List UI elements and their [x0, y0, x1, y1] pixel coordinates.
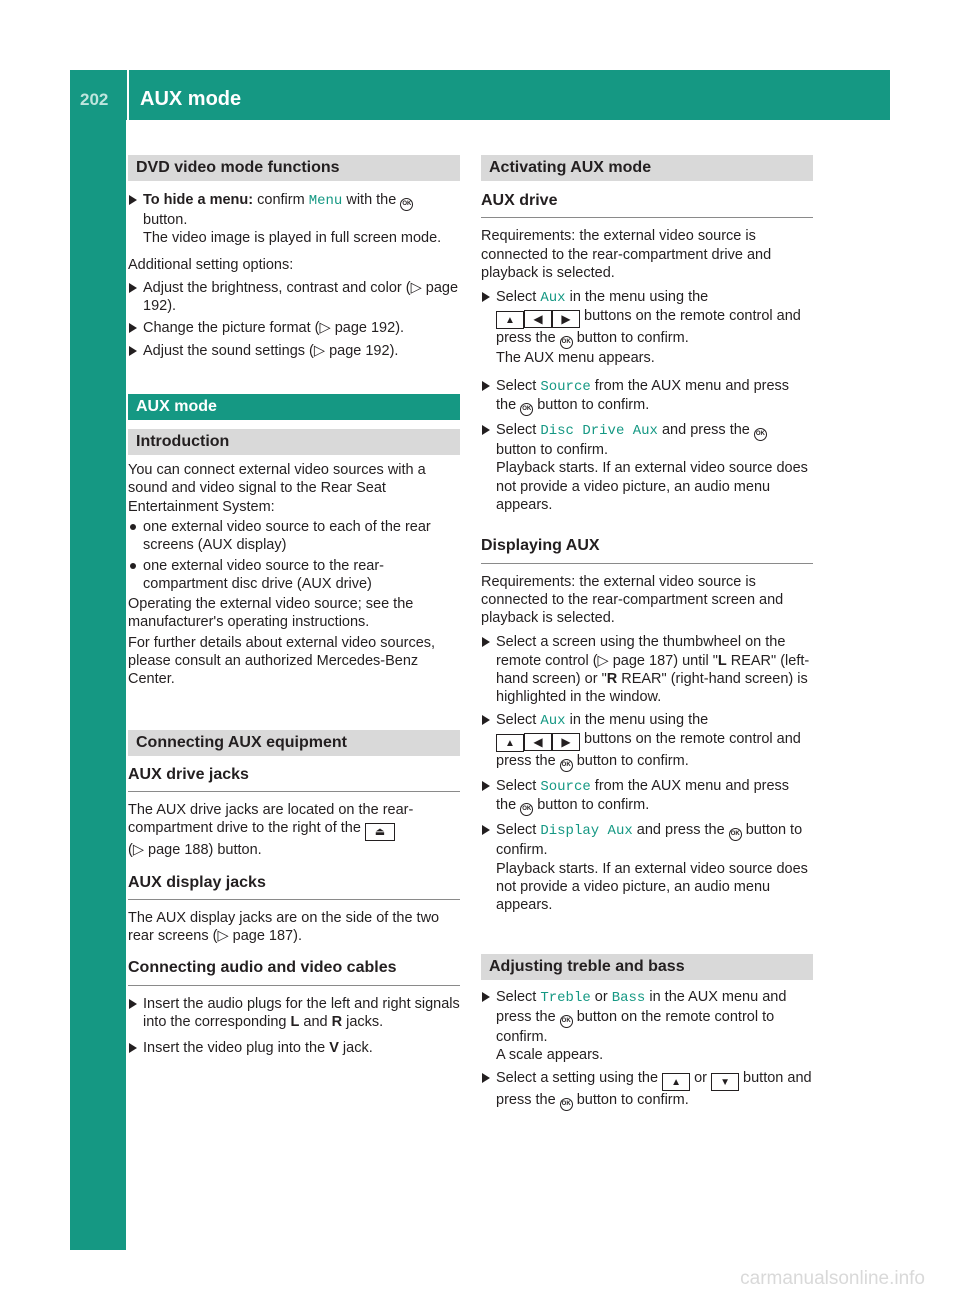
- section-introduction: Introduction: [128, 429, 460, 455]
- text: from the AUX menu and press the: [496, 777, 790, 814]
- section-aux-mode: AUX mode: [128, 394, 460, 420]
- text: The video image is played in full screen mode.: [143, 230, 442, 247]
- step-select-setting: [481, 1069, 813, 1111]
- text: Adjust the sound settings (: [143, 342, 314, 359]
- section-treble-bass: Adjusting treble and bass: [481, 954, 813, 980]
- page-ref: page 187: [232, 928, 294, 945]
- text: The AUX menu appears.: [496, 350, 655, 367]
- text: in the AUX menu and press the: [496, 989, 787, 1025]
- text: button to confirm.: [572, 752, 689, 769]
- ok-icon: OK: [520, 803, 533, 816]
- screen-r: R: [606, 671, 618, 688]
- text: REAR" (right-hand screen) is highlighted in the window.: [496, 671, 808, 706]
- ok-icon: OK: [400, 198, 413, 211]
- section-dvd-functions: DVD video mode functions: [128, 155, 460, 181]
- ok-icon: OK: [560, 336, 573, 349]
- step-select-aux-2: [481, 711, 813, 772]
- additional-options: Additional setting options:: [128, 256, 294, 273]
- text: ) until ": [673, 652, 718, 669]
- text: button on the remote control to confirm.: [496, 1008, 775, 1045]
- option-sound: [128, 342, 460, 360]
- text: jack.: [338, 1040, 373, 1057]
- text: button and press the: [496, 1070, 812, 1109]
- ref-arrow-icon: ▷: [319, 320, 335, 337]
- text: jacks.: [342, 1014, 384, 1031]
- text: confirm: [253, 192, 309, 208]
- heading-display-jacks: AUX display jacks: [128, 874, 460, 900]
- aux-softkey: Aux: [540, 290, 566, 307]
- step-select-aux: [481, 288, 813, 368]
- source-softkey: Source: [540, 378, 591, 395]
- bass-softkey: Bass: [611, 990, 646, 1007]
- left-key-icon: ◀: [524, 733, 552, 751]
- text: Select a screen using the thumbwheel on the remote control (: [496, 634, 786, 669]
- text: button to confirm.: [572, 330, 689, 347]
- left-column: [128, 155, 460, 1058]
- text: Select a setting using the: [496, 1070, 663, 1087]
- jack-r: R: [331, 1014, 343, 1031]
- text: button to confirm.: [496, 822, 803, 859]
- section-activating: Activating AUX mode: [481, 155, 813, 181]
- ok-icon: OK: [560, 759, 573, 772]
- text: Adjust the brightness, contrast and color (: [143, 279, 411, 296]
- heading-cables: Connecting audio and video cables: [128, 959, 460, 985]
- heading-displaying-aux: Displaying AUX: [481, 537, 813, 563]
- text: Select: [496, 777, 541, 794]
- jack-v: V: [329, 1040, 339, 1057]
- option-brightness: [128, 279, 460, 316]
- text: or: [690, 1070, 712, 1087]
- left-key-icon: ◀: [524, 310, 552, 328]
- ok-icon: OK: [729, 828, 742, 841]
- step-select-source: [481, 377, 813, 416]
- ref-arrow-icon: ▷: [597, 652, 613, 669]
- text: The AUX drive jacks are located on the rear-compartment drive to the right of the: [128, 801, 414, 837]
- text: ).: [293, 928, 302, 945]
- disc-drive-aux-softkey: Disc Drive Aux: [540, 423, 658, 440]
- operating-text: Operating the external video source; see the manufacturer's operating instructions.: [128, 596, 414, 631]
- step-select-screen: [481, 633, 813, 706]
- section-connecting: Connecting AUX equipment: [128, 730, 460, 756]
- page-ref: page 192: [143, 279, 459, 315]
- menu-softkey: Menu: [308, 193, 343, 209]
- text: with the: [342, 192, 401, 208]
- page-ref: page 192: [329, 342, 390, 359]
- ref-arrow-icon: ▷: [313, 342, 330, 359]
- text: ).: [395, 320, 405, 337]
- text: REAR" (left-hand screen) or ": [496, 652, 810, 688]
- intro-text: You can connect external video sources with a sound and video signal to the Rear Seat Entertainment System:: [128, 462, 426, 515]
- text: in the menu using the: [565, 711, 709, 728]
- ref-arrow-icon: ▷: [132, 842, 149, 859]
- text: button to confirm.: [496, 442, 609, 459]
- text: Select: [496, 289, 541, 306]
- down-key-icon: ▼: [711, 1073, 739, 1091]
- drive-jacks-text: [128, 801, 460, 860]
- text: Insert the video plug into the: [143, 1040, 330, 1057]
- text: Insert the audio plugs for the left and right signals into the corresponding: [143, 995, 460, 1031]
- step-select-treble-bass: [481, 988, 813, 1064]
- screen-l: L: [717, 652, 727, 669]
- text: (: [128, 842, 133, 859]
- ok-icon: OK: [560, 1098, 573, 1111]
- text: Change the picture format (: [143, 320, 320, 337]
- display-jacks-text: [128, 909, 460, 946]
- treble-softkey: Treble: [540, 990, 591, 1007]
- eject-icon: ⏏: [365, 823, 395, 841]
- ok-icon: OK: [520, 403, 533, 416]
- page-header: [70, 70, 890, 120]
- requirements-drive: Requirements: the external video source is connected to the rear-compartment drive and playback is selected.: [481, 228, 772, 281]
- text: Select: [496, 989, 541, 1006]
- step-select-disc-drive: [481, 421, 813, 514]
- text: Select: [496, 422, 541, 439]
- right-column: [481, 155, 813, 1111]
- text: ) button.: [208, 842, 262, 859]
- text: Select: [496, 711, 541, 728]
- ref-arrow-icon: ▷: [217, 928, 233, 945]
- page-number: 202: [80, 90, 109, 109]
- ref-arrow-icon: ▷: [410, 279, 426, 296]
- step-lead: To hide a menu:: [143, 192, 254, 208]
- text: buttons on the remote control and press the: [496, 308, 801, 347]
- up-key-icon: ▲: [662, 1073, 690, 1091]
- watermark: carmanualsonline.info: [740, 1268, 925, 1289]
- bullet-aux-display: one external video source to each of the rear screens (AUX display): [128, 518, 460, 555]
- heading-aux-drive: AUX drive: [481, 192, 813, 218]
- source-softkey: Source: [540, 778, 591, 795]
- step-video-plug: [128, 1039, 460, 1057]
- text: A scale appears.: [496, 1047, 604, 1064]
- text: ).: [389, 342, 399, 359]
- jack-l: L: [290, 1014, 300, 1031]
- step-select-source-2: [481, 777, 813, 816]
- page-ref: page 188: [148, 842, 209, 859]
- text: Playback starts. If an external video source does not provide a video picture, an audio menu appears.: [496, 860, 808, 914]
- step-select-display-aux: [481, 821, 813, 914]
- text: button to confirm.: [572, 1092, 689, 1109]
- right-key-icon: ▶: [552, 310, 580, 328]
- display-aux-softkey: Display Aux: [540, 823, 633, 840]
- requirements-display: Requirements: the external video source is connected to the rear-compartment screen and playback is selected.: [481, 573, 784, 627]
- text: Select: [496, 377, 541, 394]
- heading-drive-jacks: AUX drive jacks: [128, 766, 460, 792]
- step-hide-menu: [128, 191, 460, 248]
- up-key-icon: ▲: [496, 734, 524, 752]
- text: The AUX display jacks are on the side of the two rear screens (: [128, 909, 440, 945]
- page-ref: page 187: [612, 652, 674, 669]
- up-key-icon: ▲: [496, 311, 524, 329]
- text: button.: [143, 212, 188, 228]
- step-audio-plugs: [128, 995, 460, 1032]
- text: Playback starts. If an external video source does not provide a video picture, an audio menu appears.: [496, 460, 808, 513]
- ok-icon: OK: [560, 1015, 573, 1028]
- text: ).: [167, 298, 177, 315]
- side-tab: [70, 120, 126, 1250]
- right-key-icon: ▶: [552, 733, 580, 751]
- option-picture-format: [128, 319, 460, 337]
- text: and press the: [632, 822, 729, 839]
- aux-softkey: Aux: [540, 712, 566, 729]
- text: buttons on the remote control and press the: [496, 730, 801, 769]
- page-ref: page 192: [334, 320, 396, 337]
- text: or: [590, 989, 612, 1006]
- bullet-aux-drive: one external video source to the rear-compartment disc drive (AUX drive): [128, 557, 460, 594]
- header-divider: [127, 70, 129, 120]
- text: and press the: [657, 422, 754, 439]
- text: button to confirm.: [533, 797, 650, 814]
- ok-icon: OK: [754, 428, 767, 441]
- text: button to confirm.: [533, 397, 650, 414]
- text: Select: [496, 822, 541, 839]
- text: in the menu using the: [565, 289, 709, 306]
- text: from the AUX menu and press the: [496, 377, 790, 414]
- further-text: For further details about external video sources, please consult an authorized Mercedes-Benz Center.: [128, 634, 436, 688]
- text: and: [299, 1014, 332, 1031]
- page-title: AUX mode: [140, 88, 242, 110]
